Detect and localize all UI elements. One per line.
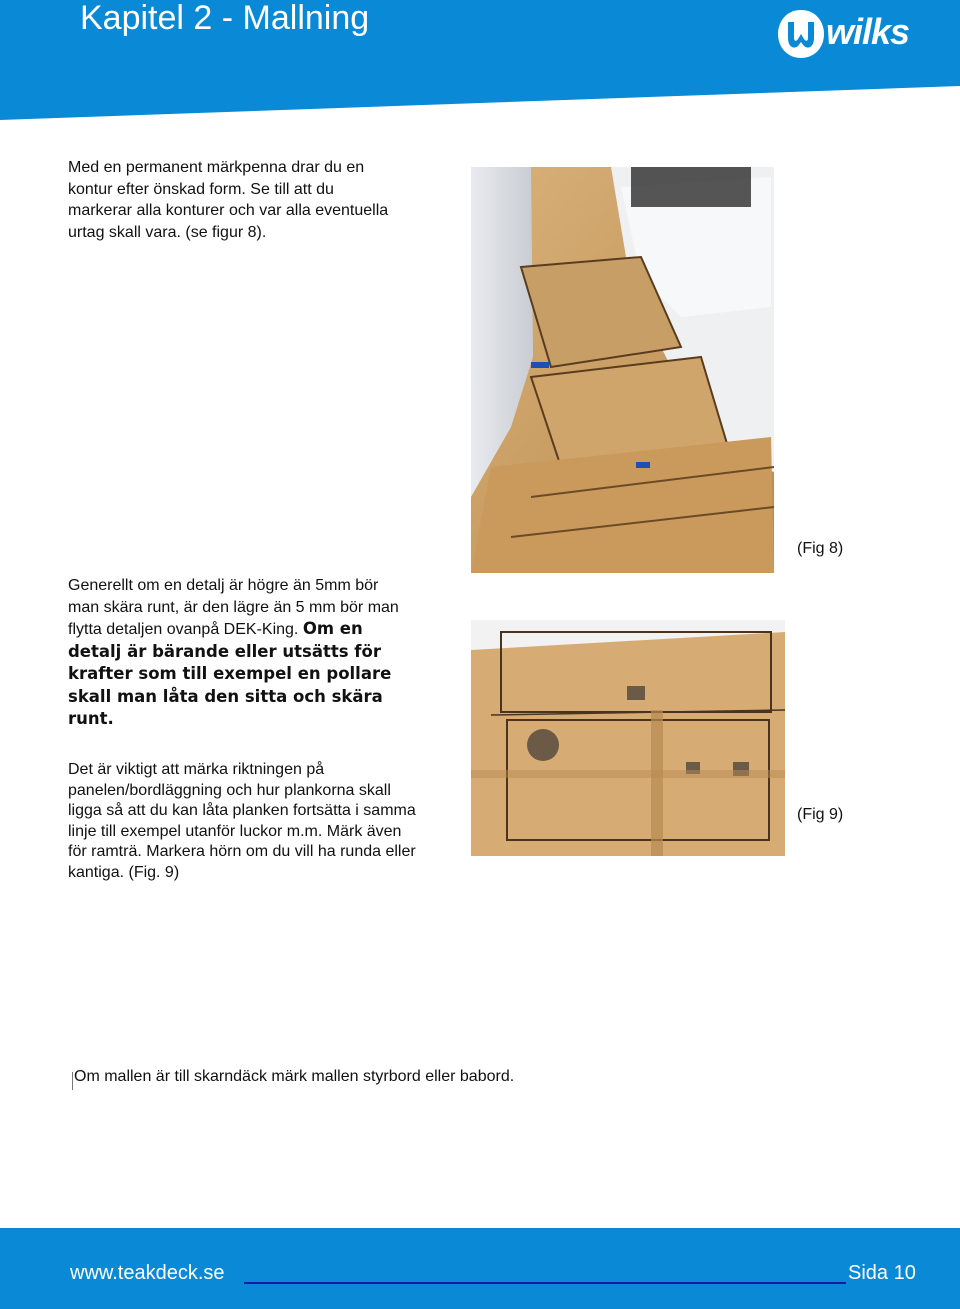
paragraph-detail-bold: Om en detalj är bärande eller utsätts för krafter som till exempel en pollare skall man låta den sitta och skära runt. bbox=[68, 619, 392, 728]
chapter-title: Kapitel 2 - Mallning bbox=[80, 0, 370, 37]
footer-divider bbox=[244, 1282, 846, 1284]
figure-8-caption: (Fig 8) bbox=[797, 540, 844, 557]
figure-9-photo bbox=[471, 620, 785, 856]
figure-8-photo bbox=[471, 167, 774, 573]
page-number: Sida 10 bbox=[848, 1262, 916, 1284]
paragraph-detail-normal: Generellt om en detalj är högre än 5mm bör man skära runt, är den lägre än 5 mm bör man flytta detaljen ovanpå DEK-King. bbox=[68, 577, 399, 638]
note-text: Om mallen är till skarndäck märk mallen styrbord eller babord. bbox=[74, 1068, 515, 1085]
wilks-logo-icon bbox=[776, 6, 826, 60]
logo-text: wilks bbox=[826, 11, 910, 52]
website-link[interactable]: www.teakdeck.se bbox=[70, 1262, 225, 1284]
figure-9-caption: (Fig 9) bbox=[797, 806, 844, 823]
wilks-logo bbox=[776, 6, 922, 60]
paragraph-intro: Med en permanent märkpenna drar du en kontur efter önskad form. Se till att du markerar alla konturer och var alla eventuella urtag skall vara. (se figur 8). bbox=[68, 159, 389, 241]
note-marker bbox=[72, 1072, 73, 1090]
paragraph-direction: Det är viktigt att märka riktningen på panelen/bordläggning och hur plankorna skall ligga så att du kan låta planken fortsätta i samma linje till exempel utanför luckor m.m. Märk även för ramträ. Markera hörn om du vill ha runda eller kantiga. (Fig. 9) bbox=[68, 761, 416, 881]
paragraph-detail-height bbox=[68, 575, 408, 731]
